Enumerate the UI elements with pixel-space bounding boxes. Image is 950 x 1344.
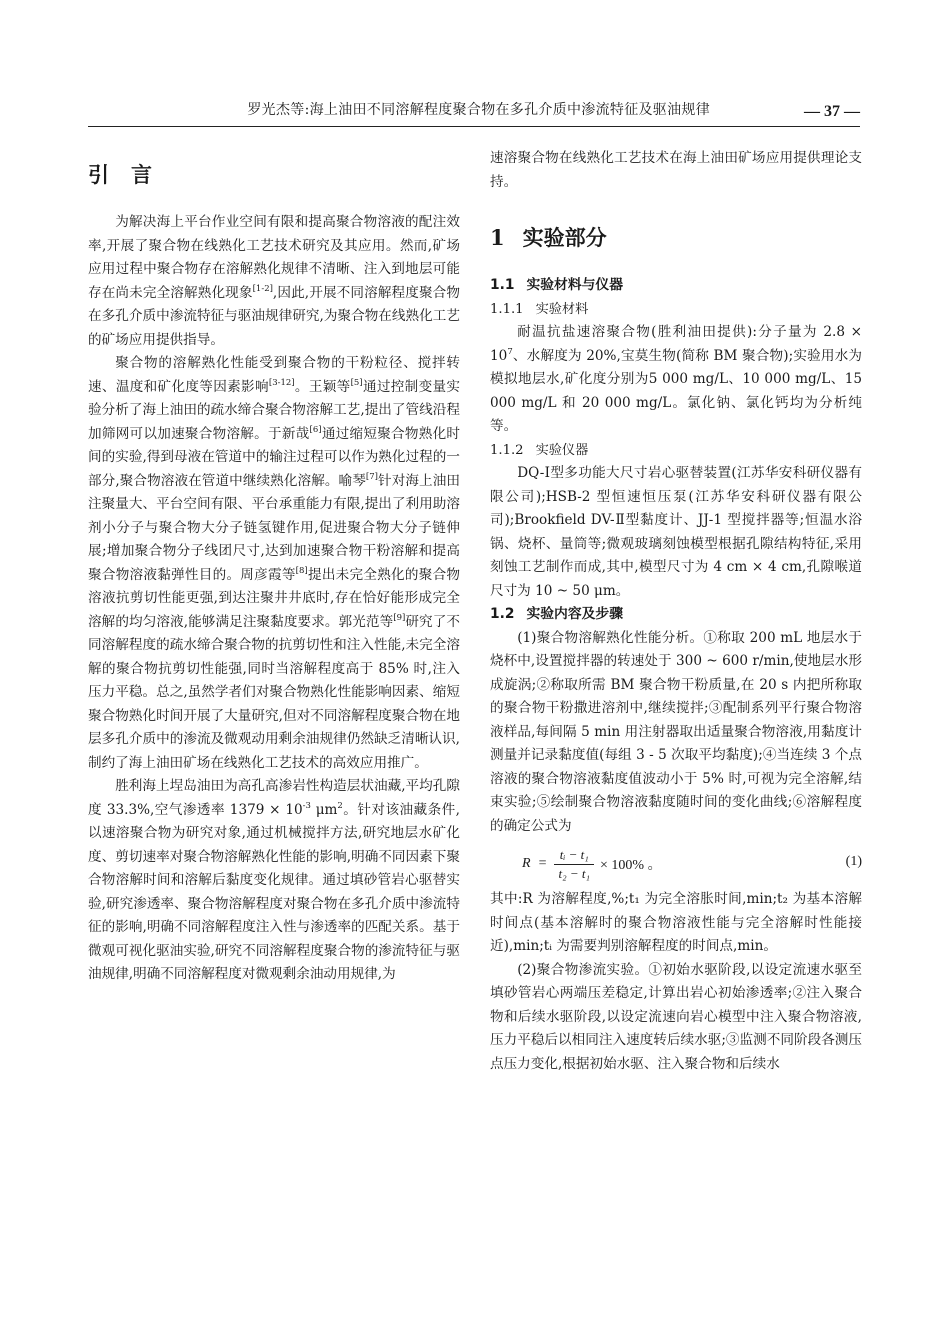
section-title: 实验材料与仪器 xyxy=(526,277,624,293)
text-run: 通过控制变量实验分析了海上油田的疏水缔合聚合物溶解工艺,提出了管线沿程加筛网可以加速聚合物溶解。于新哉 xyxy=(88,378,461,442)
fraction-denominator: t₂ − t₁ xyxy=(558,865,591,881)
section-number: 1 xyxy=(490,225,505,250)
materials-paragraph xyxy=(490,321,862,439)
exponent: 7 xyxy=(507,346,513,357)
text-run: 提出未完全熟化的聚合物溶液抗剪切性能更强,到达注聚井井底时,存在恰好能形成完全溶解的均匀溶液,能够满足注聚黏度要求。郭光范等 xyxy=(88,566,461,630)
section-title: 实验仪器 xyxy=(535,442,589,458)
subsection-1-2-heading xyxy=(490,603,862,627)
text-run: 研究了不同溶解程度的疏水缔合聚合物的抗剪切性和注入性能,未完全溶解的聚合物抗剪切性能强,同时当溶解程度高于 85% 时,注入压力平稳。总之,虽然学者们对聚合物熟化性能影响因素、缩短聚合物熟化时间开展了大量研究,但对不同溶解程度聚合物在地层多孔介质中的渗流及微观动用剩余油规律仍然缺乏清晰认识,制约了海上油田矿场在线熟化工艺技术的高效应用推广。 xyxy=(88,613,460,771)
fraction xyxy=(554,846,594,883)
citation: [9] xyxy=(393,612,406,623)
text-run: 。王颖等 xyxy=(294,378,351,395)
exponent: 2 xyxy=(337,800,343,811)
procedure-paragraph-2: (2)聚合物渗流实验。①初始水驱阶段,以设定流速水驱至填砂管岩心两端压差稳定,计算出岩心初始渗透率;②注入聚合物和后续水驱阶段,以设定流速向岩心模型中注入聚合物溶液,压力平稳后以相同注入速度转后续水驱;③监测不同阶段各测压点压力变化,根据初始水驱、注入聚合物和后续水 xyxy=(490,961,862,1072)
section-title: 实验材料 xyxy=(535,301,589,317)
equation-number: (1) xyxy=(845,854,862,869)
citation: [8] xyxy=(295,565,308,576)
citation: [6] xyxy=(309,424,322,435)
text-run: ,因此,开展不同溶解程度聚合物在多孔介质中渗流特征与驱油规律研究,为聚合物在线熟化工艺的矿场应用提供指导。 xyxy=(88,284,460,348)
section-number: 1.2 xyxy=(490,606,515,622)
text-run: 为解决海上平台作业空间有限和提高聚合物溶液的配注效率,开展了聚合物在线熟化工艺技术研究及其应用。然而,矿场应用过程中聚合物存在溶解熟化规律不清晰、注入到地层可能存在尚未完全溶解熟化现象 xyxy=(88,214,460,301)
citation: [5] xyxy=(350,377,363,388)
section-1-heading xyxy=(490,224,862,252)
page-number: — 37 — xyxy=(804,103,860,120)
intro-heading: 引言 xyxy=(88,162,174,187)
text-run: 通过缩短聚合物熟化时间的实验,得到母液在管道中的输注过程可以作为熟化过程的一部分,聚合物溶液在管道中继续熟化溶解。喻琴 xyxy=(88,425,461,489)
intro-paragraph-2 xyxy=(88,352,460,775)
text-run: 针对海上油田注聚量大、平台空间有限、平台承重能力有限,提出了利用助溶剂小分子与聚合物大分子链氢键作用,促进聚合物大分子链伸展;增加聚合物分子线团尺寸,达到加速聚合物干粉溶解和提高聚合物溶液黏弹性目的。周彦霞等 xyxy=(88,472,461,583)
section-number: 1.1.1 xyxy=(490,301,524,317)
equation-variable: R xyxy=(522,856,531,871)
section-number: 1.1 xyxy=(490,277,515,293)
equation-body xyxy=(522,842,662,886)
citation: [7] xyxy=(365,471,378,482)
text-run: μm xyxy=(310,801,338,818)
left-column xyxy=(88,147,460,987)
subsection-1-1-1-heading xyxy=(490,298,862,322)
equation-1 xyxy=(490,842,862,886)
procedure-paragraph-1: (1)聚合物溶解熟化性能分析。①称取 200 mL 地层水于烧杯中,设置搅拌器的转速处于 300 ~ 600 r/min,使地层水形成旋涡;②称取所需 BM 聚合物干粉质量,在 20 s 内把所称取的聚合物干粉撒进溶剂中,继续搅拌;③配制系列平行聚合物溶液样品,每间隔 5 min 用注射器取出适量聚合物溶液,用黏度计测量并记录黏度值(每组 3 - 5 次取平均黏度);④当连续 3 个点溶液的聚合物溶液黏度值波动小于 5% 时,可视为完全溶解,结束实验;⑤绘制聚合物溶液黏度随时间的变化曲线;⑥溶解程度的确定公式为 xyxy=(490,629,862,834)
exponent: -3 xyxy=(302,800,311,811)
equals-sign: = xyxy=(538,856,547,871)
section-number: 1.1.2 xyxy=(490,442,524,458)
subsection-1-1-heading xyxy=(490,274,862,298)
section-title: 实验部分 xyxy=(522,225,607,250)
intro-continuation: 速溶聚合物在线熟化工艺技术在海上油田矿场应用提供理论支持。 xyxy=(490,150,862,190)
section-title: 实验内容及步骤 xyxy=(526,606,624,622)
equation-definitions: 其中:R 为溶解程度,%;t₁ 为完全溶胀时间,min;t₂ 为基本溶解时间点(基本溶解时的聚合物溶液性能与完全溶解时性能接近),min;tᵢ 为需要判别溶解程度的时间点,min。 xyxy=(490,891,862,954)
text-run: 耐温抗盐速溶聚合物(胜利油田提供):分子量为 2.8 × 10 xyxy=(490,324,862,364)
fraction-numerator: tᵢ − t₁ xyxy=(559,846,589,862)
citation: [1-2] xyxy=(252,283,273,294)
equation-tail: × 100% 。 xyxy=(600,858,662,873)
text-run: 、水解度为 20%,宝莫生物(简称 BM 聚合物);实验用水为模拟地层水,矿化度分别为5 000 mg/L、10 000 mg/L、15 000 mg/L 和 20 000 mg/L。氯化钠、氯化钙均为分析纯等。 xyxy=(490,347,862,434)
text-run: 胜利海上埕岛油田为高孔高渗岩性构造层状油藏,平均孔隙度 33.3%,空气渗透率 1379 × 10 xyxy=(88,778,460,818)
running-header xyxy=(88,92,860,127)
intro-paragraph-1 xyxy=(88,211,460,352)
citation: [3-12] xyxy=(268,377,295,388)
subsection-1-1-2-heading xyxy=(490,439,862,463)
text-run: 聚合物的溶解熟化性能受到聚合物的干粉粒径、搅拌转速、温度和矿化度等因素影响 xyxy=(88,355,460,395)
instruments-paragraph: DQ-Ⅰ型多功能大尺寸岩心驱替装置(江苏华安科研仪器有限公司);HSB-2 型恒速恒压泵(江苏华安科研仪器有限公司);Brookfield DV-Ⅱ型黏度计、JJ-1 型搅拌器等;恒温水浴锅、烧杯、量筒等;微观玻璃刻蚀模型根据孔隙结构特征,采用刻蚀工艺制作而成,其中,模型尺寸为 4 cm × 4 cm,孔隙喉道尺寸为 10 ~ 50 μm。 xyxy=(490,465,862,599)
right-column xyxy=(490,147,862,1076)
running-title: 罗光杰等:海上油田不同溶解程度聚合物在多孔介质中渗流特征及驱油规律 xyxy=(247,102,710,118)
text-run: 。针对该油藏条件,以速溶聚合物为研究对象,通过机械搅拌方法,研究地层水矿化度、剪切速率对聚合物溶解熟化性能的影响,明确不同因素下聚合物溶解时间和溶解后黏度变化规律。通过填砂管岩心驱替实验,研究渗透率、聚合物溶解程度对聚合物在多孔介质中渗流特征的影响,明确不同溶解程度注入性与渗透率的匹配关系。基于微观可视化驱油实验,研究不同溶解程度聚合物的渗流特征与驱油规律,明确不同溶解程度对微观剩余油动用规律,为 xyxy=(88,801,460,982)
intro-paragraph-3 xyxy=(88,775,460,987)
